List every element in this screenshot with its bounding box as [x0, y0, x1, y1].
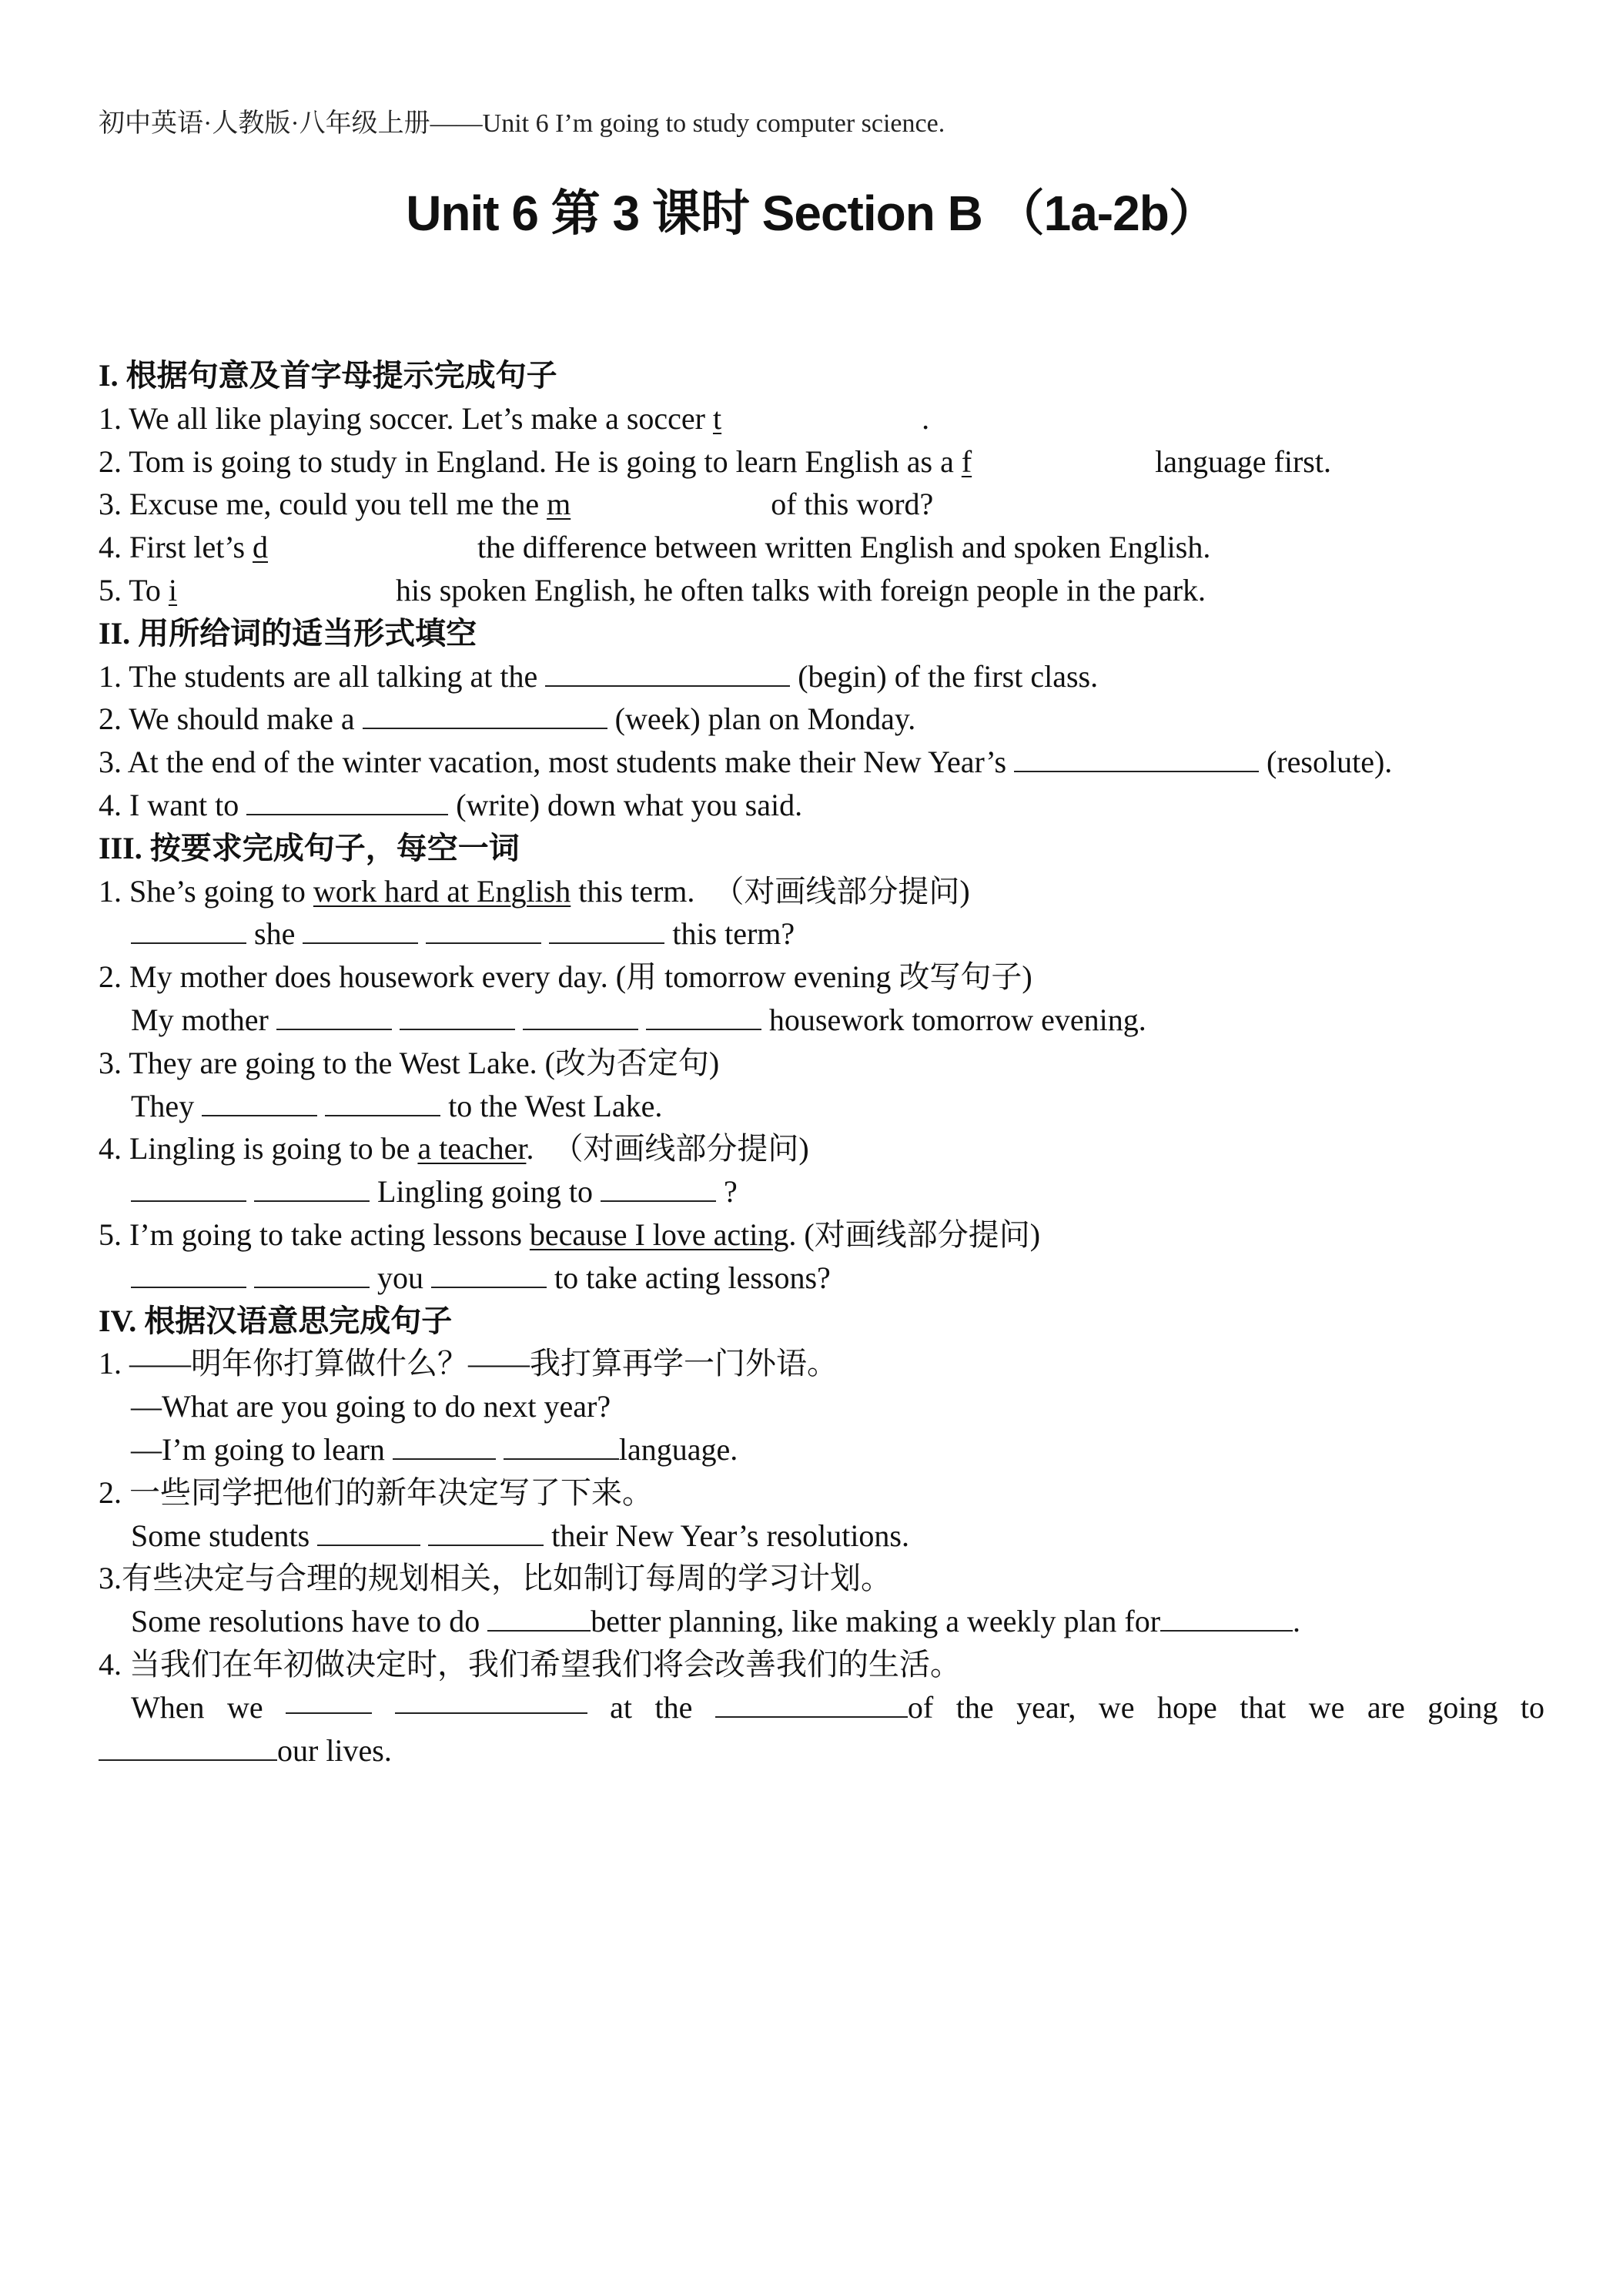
- worksheet-content: [99, 354, 1544, 1772]
- answer-blank[interactable]: [428, 1518, 544, 1546]
- answer-blank[interactable]: [131, 1260, 246, 1288]
- question: 4. I want to (write) down what you said.: [99, 787, 803, 822]
- question: 3. At the end of the winter vacation, most students make their New Year’s (resolute).: [99, 745, 1393, 780]
- answer-row: Some students their New Year’s resolutions.: [131, 1518, 909, 1553]
- answer-blank[interactable]: [246, 788, 448, 815]
- answer-blank[interactable]: [715, 1690, 908, 1718]
- answer-row: Lingling going to ?: [99, 1170, 1544, 1213]
- section-1-heading: I. 根据句意及首字母提示完成句子: [99, 358, 557, 393]
- answer-row: They to the West Lake.: [131, 1088, 663, 1123]
- question: 4. Lingling is going to be a teacher. （对画线部分提问): [99, 1131, 809, 1166]
- question: 5. I’m going to take acting lessons because I love acting. (对画线部分提问): [99, 1217, 1041, 1252]
- question: 4. First let’s d the difference between written English and spoken English.: [99, 530, 1211, 565]
- answer-blank[interactable]: [325, 1089, 440, 1116]
- answer-row: My mother housework tomorrow evening.: [131, 1002, 1146, 1037]
- question: 2. 一些同学把他们的新年决定写了下来。: [99, 1474, 653, 1510]
- question: 2. My mother does housework every day. (用 tomorrow evening 改写句子): [99, 959, 1032, 995]
- question: 4. 当我们在年初做决定时，我们希望我们将会改善我们的生活。: [99, 1646, 961, 1682]
- question: 2. Tom is going to study in England. He is going to learn English as a f language first.: [99, 443, 1331, 479]
- answer-row: she this term?: [99, 912, 1544, 956]
- answer-blank[interactable]: [363, 701, 607, 729]
- answer-blank[interactable]: [426, 916, 541, 944]
- answer-blank[interactable]: [395, 1686, 587, 1714]
- answer-blank[interactable]: [431, 1260, 547, 1288]
- question: 1. ——明年你打算做什么？——我打算再学一门外语。: [99, 1346, 838, 1381]
- answer-blank[interactable]: [646, 1002, 761, 1030]
- answer-blank[interactable]: [1160, 1604, 1293, 1632]
- section-3-heading: III. 按要求完成句子，每空一词: [99, 830, 520, 865]
- question: 3. Excuse me, could you tell me the m of this word?: [99, 487, 934, 522]
- answer-blank[interactable]: [601, 1174, 716, 1202]
- question: 1. We all like playing soccer. Let’s make a soccer t .: [99, 400, 930, 436]
- question: 3.有些决定与合理的规划相关，比如制订每周的学习计划。: [99, 1561, 892, 1596]
- answer-blank[interactable]: [504, 1432, 619, 1460]
- answer-blank[interactable]: d: [253, 530, 269, 565]
- answer-blank[interactable]: [131, 916, 246, 944]
- answer-blank[interactable]: [487, 1604, 591, 1632]
- answer-row: —I’m going to learn language.: [131, 1431, 738, 1467]
- answer-blank[interactable]: [303, 916, 418, 944]
- answer-blank[interactable]: [286, 1686, 372, 1714]
- answer-row: Some resolutions have to do better planning, like making a weekly plan for .: [131, 1604, 1301, 1639]
- answer-blank[interactable]: t: [712, 400, 722, 436]
- answer-blank[interactable]: [400, 1002, 515, 1030]
- answer-blank[interactable]: [131, 1174, 246, 1202]
- section-4-heading: IV. 根据汉语意思完成句子: [99, 1303, 453, 1338]
- answer-blank[interactable]: [393, 1432, 496, 1460]
- answer-blank[interactable]: [317, 1518, 420, 1546]
- answer-blank[interactable]: [254, 1260, 370, 1288]
- question: 1. The students are all talking at the (begin) of the first class.: [99, 658, 1099, 694]
- question: 3. They are going to the West Lake. (改为否定句): [99, 1045, 720, 1080]
- answer-blank[interactable]: m: [547, 487, 571, 522]
- question: 1. She’s going to work hard at English this term. （对画线部分提问): [99, 873, 970, 909]
- answer-blank[interactable]: [545, 659, 790, 687]
- answer-blank[interactable]: i: [168, 572, 178, 607]
- section-2-heading: II. 用所给词的适当形式填空: [99, 615, 477, 651]
- answer-blank[interactable]: [523, 1002, 638, 1030]
- page-header: 初中英语·人教版·八年级上册——Unit 6 I’m going to study computer science.: [99, 109, 945, 138]
- answer-blank[interactable]: [99, 1733, 277, 1761]
- answer-blank[interactable]: [549, 916, 664, 944]
- answer-row: When we at the of the year, we hope that we are going to: [99, 1686, 1544, 1729]
- answer-blank[interactable]: f: [961, 443, 972, 479]
- answer-blank[interactable]: [1014, 745, 1259, 772]
- dialog-line: —What are you going to do next year?: [131, 1389, 611, 1424]
- answer-row: our lives.: [99, 1729, 1544, 1772]
- answer-blank[interactable]: [202, 1089, 317, 1116]
- question: 5. To i his spoken English, he often talks with foreign people in the park.: [99, 572, 1206, 607]
- question: 2. We should make a (week) plan on Monday.: [99, 701, 916, 737]
- answer-row: you to take acting lessons?: [99, 1257, 1544, 1300]
- page-title: Unit 6 第 3 课时 Section B （1a-2b）: [406, 186, 1217, 241]
- answer-blank[interactable]: [276, 1002, 392, 1030]
- answer-blank[interactable]: [254, 1174, 370, 1202]
